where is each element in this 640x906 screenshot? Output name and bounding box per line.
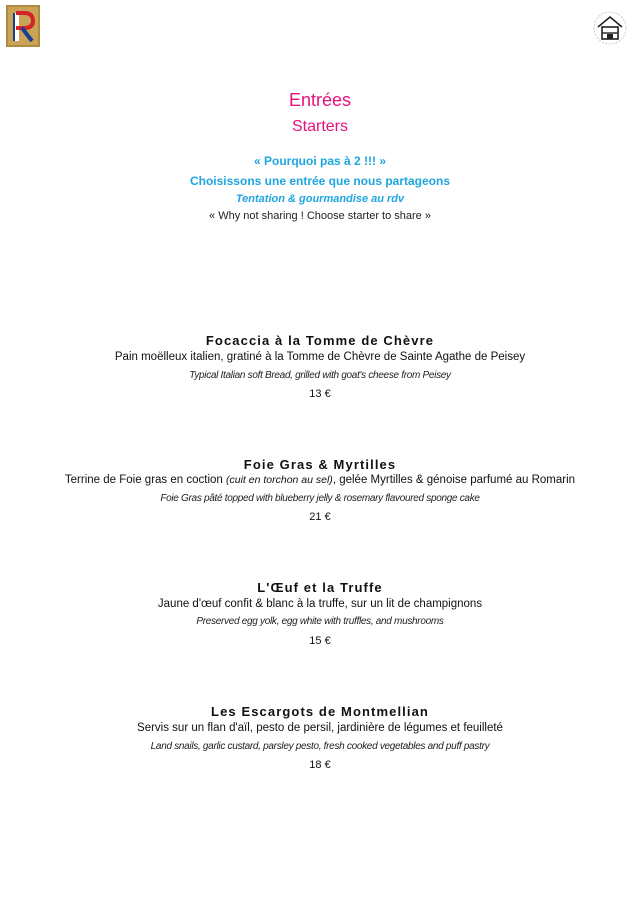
dish-description-english: Preserved egg yolk, egg white with truffles, and mushrooms bbox=[196, 616, 444, 627]
dish-price: 18 € bbox=[309, 759, 331, 771]
dish-description: Terrine de Foie gras en coction (cuit en torchon au sel), gelée Myrtilles & génoise parfumé au Romarin bbox=[64, 474, 576, 486]
dish-name: Les Escargots de Montmellian bbox=[211, 704, 429, 719]
restaurant-r-logo-icon bbox=[6, 5, 40, 47]
page-subtitle: Starters bbox=[291, 118, 348, 135]
dish-name: L'Œuf et la Truffe bbox=[257, 580, 383, 595]
dish-name: Foie Gras & Myrtilles bbox=[243, 457, 397, 472]
dish-description-english: Typical Italian soft Bread, grilled with goat's cheese from Peisey bbox=[189, 370, 451, 381]
dish-price: 13 € bbox=[309, 388, 331, 400]
dish-description: Jaune d'œuf confit & blanc à la truffe, sur un lit de champignons bbox=[157, 598, 483, 610]
tagline-4: « Why not sharing ! Choose starter to share » bbox=[209, 210, 431, 222]
dish-description-english: Foie Gras pâté topped with blueberry jelly & rosemary flavoured sponge cake bbox=[160, 493, 480, 504]
dish-description-english: Land snails, garlic custard, parsley pesto, fresh cooked vegetables and puff pastry bbox=[150, 741, 490, 752]
tagline-2: Choisissons une entrée que nous partageons bbox=[189, 174, 451, 188]
page-title: Entrées bbox=[288, 90, 352, 110]
dish-price: 15 € bbox=[309, 635, 331, 647]
house-badge-logo-icon bbox=[590, 10, 630, 46]
dish-name: Focaccia à la Tomme de Chèvre bbox=[205, 333, 435, 348]
dish-price: 21 € bbox=[309, 511, 331, 523]
tagline-3: Tentation & gourmandise au rdv bbox=[235, 193, 405, 205]
dish-description: Pain moëlleux italien, gratiné à la Tomme de Chèvre de Sainte Agathe de Peisey bbox=[114, 351, 526, 363]
dish-description: Servis sur un flan d'aïl, pesto de persil, jardinière de légumes et feuilleté bbox=[137, 722, 503, 734]
tagline-1: « Pourquoi pas à 2 !!! » bbox=[253, 154, 387, 168]
